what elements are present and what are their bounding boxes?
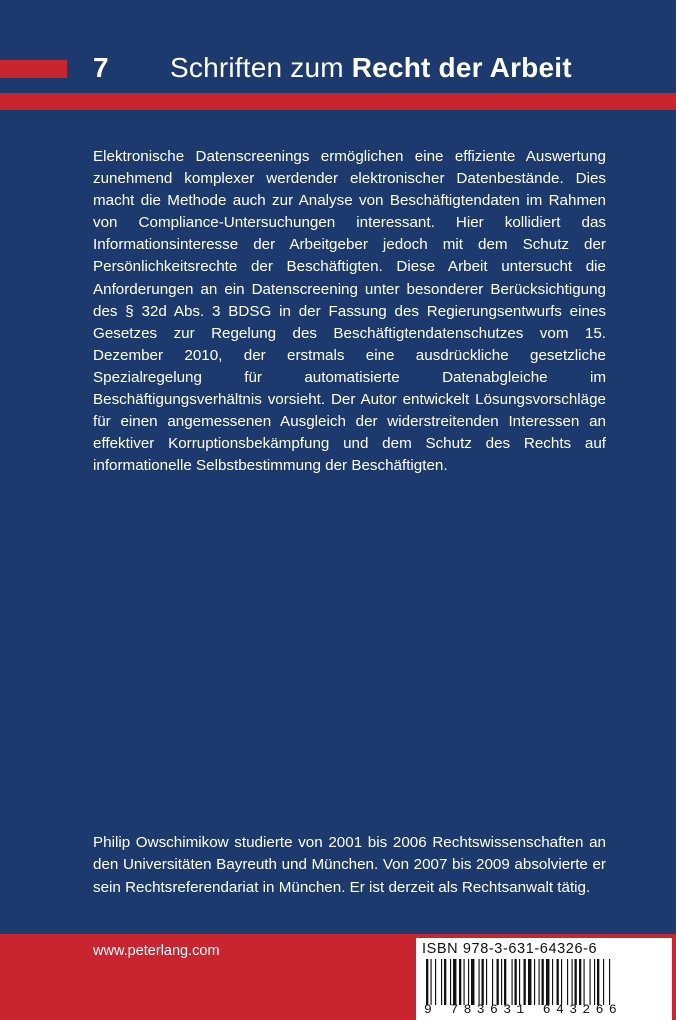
- author-bio: Philip Owschimikow studierte von 2001 bis 2006 Rechtswissenschaften an den Universitäten Bayreuth und München. Von 2007 bis 2009 absolvierte er sein Rechtsreferendariat in München. Er ist derzeit als Rechtsanwalt tätig.: [93, 834, 606, 896]
- book-description: Elektronische Datenscreenings ermöglichen eine effiziente Auswertung zunehmend komplexer werdender elektronischer Datenbestände. Dies macht die Methode auch zur Analyse von Beschäftigtendaten im Rahmen von Compliance-Untersuchungen interessant. Hier kollidiert das Informationsinteresse der Arbeitgeber jedoch mit dem Schutz der Persönlichkeitsrechte der Beschäftigten. Diese Arbeit untersucht die Anforderungen an ein Datenscreening unter besonderer Berücksichtigung des § 32d Abs. 3 BDSG in der Fassung des Regierungsentwurfs eines Gesetzes zur Regelung des Beschäftigtendatenschutzes vom 15. Dezember 2010, der erstmals eine ausdrückliche gesetzliche Spezialregelung für automatisierte Datenabgleiche im Beschäftigungsverhältnis vorsieht. Der Autor entwickelt Lösungsvorschläge für einen angemessenen Ausgleich der widerstreitenden Interessen an effektiver Korruptionsbekämpfung und dem Schutz des Rechts auf informationelle Selbstbestimmung der Beschäftigten.: [93, 148, 606, 475]
- barcode-box: [416, 938, 672, 1020]
- barcode-image: [420, 959, 668, 1005]
- series-title-bold: Recht der Arbeit: [351, 52, 572, 83]
- series-number: 7: [93, 52, 109, 83]
- barcode-digits: 9 783631 643266: [424, 1002, 623, 1017]
- isbn-label: ISBN 978-3-631-64326-6: [422, 941, 598, 957]
- series-title: [170, 50, 572, 86]
- red-accent-stripe: [0, 60, 67, 78]
- series-title-regular: Schriften zum: [170, 52, 344, 83]
- red-header-band: [0, 93, 676, 110]
- publisher-website: www.peterlang.com: [93, 943, 220, 959]
